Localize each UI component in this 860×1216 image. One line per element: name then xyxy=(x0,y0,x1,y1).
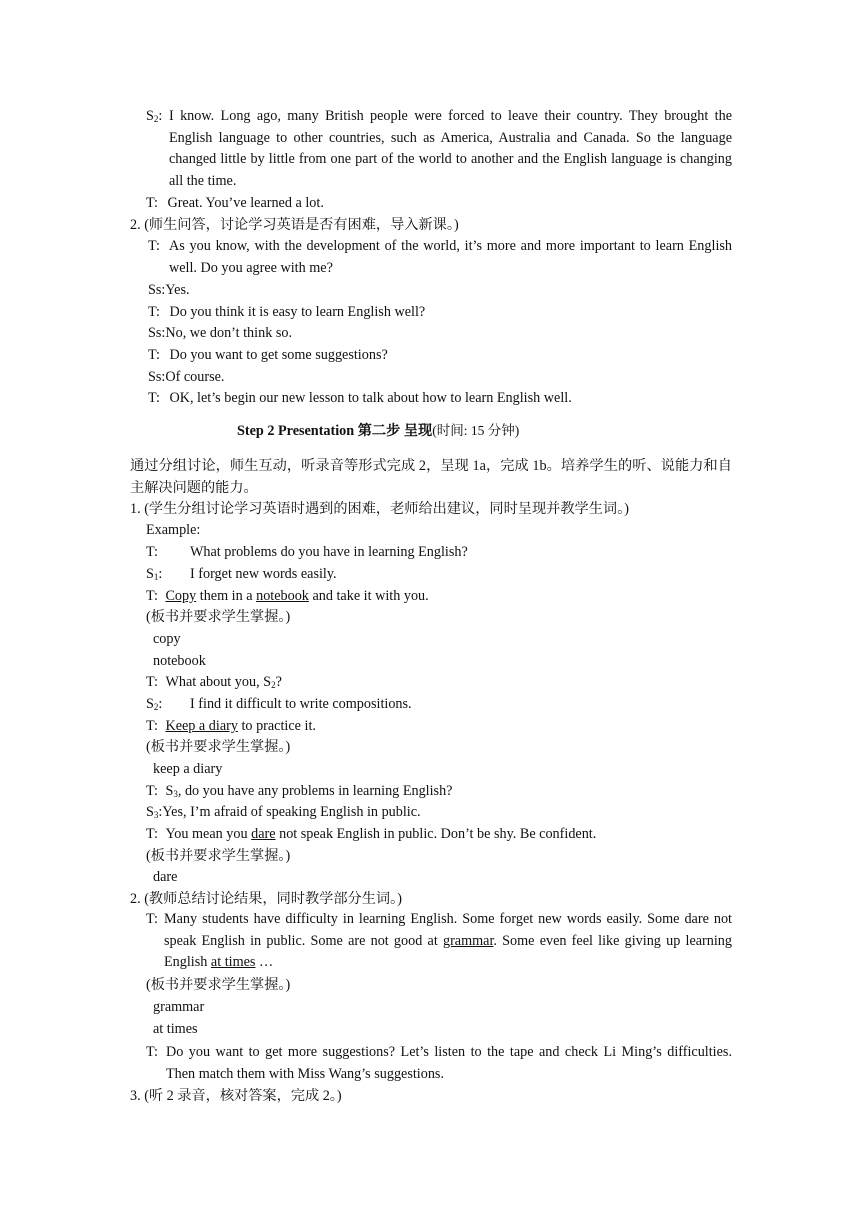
dialogue-t-what-about: T: What about you, $S_2$? xyxy=(146,674,282,690)
dialogue-t-more-suggestions: T: Do you want to get more suggestions? Let’s listen to the tape and check Li Ming’s difficulties. Then match them with Miss Wang’s suggestions. xyxy=(146,1044,732,1082)
board-note: (板书并要求学生掌握。) xyxy=(146,739,291,755)
dialogue-t-diary: T: Keep a diary to practice it. xyxy=(146,718,316,734)
example-label: Example: xyxy=(146,522,201,538)
dialogue-t-dare: T: You mean you dare not speak English in public. Don’t be shy. Be confident. xyxy=(146,826,597,842)
item-2b-heading: 2. (教师总结讨论结果，同时教学部分生词。) xyxy=(130,891,402,907)
dialogue-ss-yes: Ss:Yes. xyxy=(148,282,190,298)
vocab-notebook: notebook xyxy=(153,653,206,669)
dialogue-text: I know. Long ago, many British people were forced to leave their country. They brought the English language to other countries, such as America, Australia and Canada. So the language changed little by little from one part of the world to another and the English language is changing all the time. xyxy=(169,108,732,189)
vocab-grammar: grammar xyxy=(153,999,205,1015)
dialogue-s1-forget: $S_1$: I forget new words easily. xyxy=(146,566,337,582)
vocab-copy: copy xyxy=(153,631,181,647)
dialogue-t-suggestions: T: Do you want to get some suggestions? xyxy=(148,347,388,363)
item-2-heading: 2. (师生问答，讨论学习英语是否有困难，导入新课。) xyxy=(130,217,459,233)
speaker-label: $S_2$: xyxy=(146,108,163,124)
board-note: (板书并要求学生掌握。) xyxy=(146,609,291,625)
dialogue-t-great: T: Great. You’ve learned a lot. xyxy=(146,195,324,211)
dialogue-t-problems: T: What problems do you have in learning English? xyxy=(146,544,468,560)
dialogue-t-s3: T: $S_3$, do you have any problems in learning English? xyxy=(146,783,453,799)
board-note: (板书并要求学生掌握。) xyxy=(146,848,291,864)
vocab-dare: dare xyxy=(153,869,178,885)
dialogue-t-many-students: T: Many students have difficulty in learning English. Some forget new words easily. Some dare not speak English in public. Some are not good at grammar. Some even feel like giving up learning English at times … xyxy=(146,911,732,971)
step-heading: Step 2 Presentation 第二步 呈现(时间: 15 分钟) xyxy=(237,423,520,439)
dialogue-t-as-you-know: T: As you know, with the development of the world, it’s more and more important to learn English well. Do you agree with me? xyxy=(148,238,732,276)
item-1-heading: 1. (学生分组讨论学习英语时遇到的困难，老师给出建议，同时呈现并教学生词。) xyxy=(130,501,629,517)
dialogue-t-copy: T: Copy them in a notebook and take it with you. xyxy=(146,588,429,604)
vocab-keep-a-diary: keep a diary xyxy=(153,761,223,777)
item-3-heading: 3. (听 2 录音，核对答案，完成 2。) xyxy=(130,1088,342,1104)
dialogue-t-begin: T: OK, let’s begin our new lesson to talk about how to learn English well. xyxy=(148,390,572,406)
dialogue-s3-afraid: $S_3:Yes$, I’m afraid of speaking English in public. xyxy=(146,804,421,820)
step-intro: 通过分组讨论，师生互动，听录音等形式完成 2，呈现 1a，完成 1b。培养学生的听、说能力和自主解决问题的能力。 xyxy=(130,458,732,496)
board-note: (板书并要求学生掌握。) xyxy=(146,977,291,993)
dialogue-t-easy: T: Do you think it is easy to learn English well? xyxy=(148,304,426,320)
dialogue-s2-history xyxy=(146,106,732,192)
dialogue-ss-course: Ss:Of course. xyxy=(148,369,225,385)
vocab-at-times: at times xyxy=(153,1021,198,1037)
dialogue-s2-compositions: $S_2$: I find it difficult to write compositions. xyxy=(146,696,412,712)
dialogue-ss-no: Ss:No, we don’t think so. xyxy=(148,325,292,341)
